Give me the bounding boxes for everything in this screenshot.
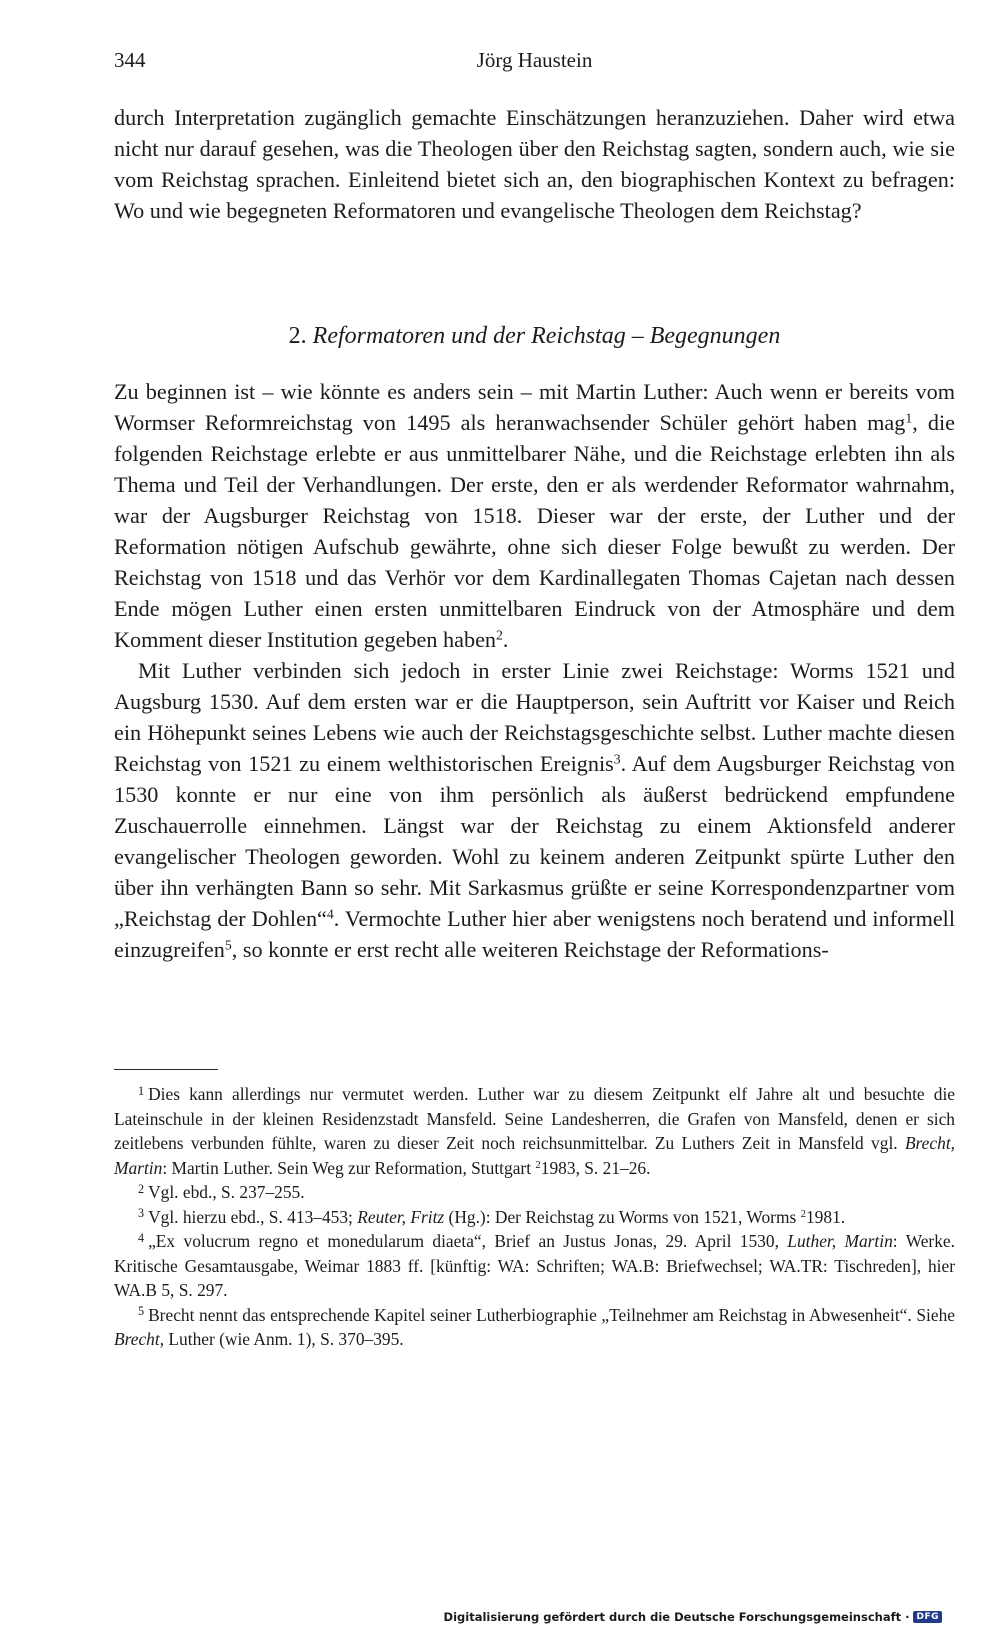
footnote-text: : Martin Luther. Sein Weg zur Reformation, Stuttgart	[162, 1157, 536, 1178]
footnote-text: Dies kann allerdings nur vermutet werden. Luther war zu diesem Zeitpunkt elf Jahre alt und besuchte die Lateinschule in der kleinen Residenzstadt Mansfeld. Seine Landesherren, die Grafen von Mansfeld, denen er sich zeitlebens verbunden fühlte, waren zu dieser Zeit noch reichsunmittelbar. Zu Luthers Zeit in Mansfeld vgl.	[114, 1084, 955, 1153]
footnote-text: (Hg.): Der Reichstag zu Worms von 1521, Worms	[444, 1206, 801, 1227]
section-heading	[114, 323, 955, 350]
footnote-ref-1[interactable]: 1	[905, 410, 913, 426]
footnote-text: 1983, S. 21–26.	[540, 1157, 651, 1178]
footnote-number: 5	[138, 1304, 145, 1319]
paragraph-1-text: .	[502, 627, 509, 652]
footnotes	[114, 1082, 955, 1352]
footnote-number: 1	[138, 1083, 145, 1098]
paragraph-1-text: Zu beginnen ist – wie könnte es anders sein – mit Martin Luther: Auch wenn er bereits vom Wormser Reformreichstag von 1495 als heranwachsender Schüler gehört haben mag	[114, 379, 955, 435]
footnote-author: Reuter, Fritz	[357, 1206, 445, 1227]
footnote-text: , Luther (wie Anm. 1), S. 370–395.	[159, 1329, 404, 1349]
main-text-block	[114, 376, 955, 965]
paragraph-1	[114, 376, 955, 655]
paragraph-2	[114, 655, 955, 965]
footnote-author: Brecht	[114, 1329, 160, 1349]
paragraph-1-text: , die folgenden Reichstage erlebte er aus unmittelbarer Nähe, und die Reichstage erlebten ihn als Thema und Teil der Verhandlungen. Der erste, den er als werdender Reformator wahrnahm, war der Augsburger Reichstag von 1518. Dieser war der erste, der Luther und der Reformation nötigen Aufschub gewährte, ohne sich dieser Folge bewußt zu werden. Der Reichstag von 1518 und das Verhör vor dem Kardinallegaten Thomas Cajetan nach dessen Ende mögen Luther einen ersten unmittelbaren Eindruck von der Atmosphäre und dem Komment dieser Institution gegeben haben	[114, 410, 955, 652]
footnote-ref-5[interactable]: 5	[224, 937, 232, 953]
page-header	[114, 48, 955, 78]
section-title: Reformatoren und der Reichstag – Begegnungen	[312, 323, 781, 349]
footnote-text: „Ex volucrum regno et monedularum diaeta“, Brief an Justus Jonas, 29. April 1530,	[148, 1231, 788, 1251]
paragraph-2-text: . Auf dem Augsburger Reichstag von 1530 konnte er nur eine von ihm persönlich als äußerst bedrückend empfundene Zuschauerrolle einnehmen. Längst war der Reichstag zu einem Aktionsfeld anderer evangelischer Theologen geworden. Wohl zu keinem anderen Zeitpunkt spürte Luther den über ihn verhängten Bann so sehr. Mit Sarkasmus grüßte er seine Korrespondenzpartner vom „Reichstag der Dohlen“	[114, 751, 955, 931]
footnote-author: Luther, Martin	[787, 1231, 893, 1251]
paragraph-2-text: . Vermochte Luther hier aber wenigstens noch beratend und informell einzugreifen	[114, 906, 955, 962]
footnote-3	[114, 1205, 955, 1230]
footnote-ref-3[interactable]: 3	[613, 751, 621, 767]
paragraph-2-text: Mit Luther verbinden sich jedoch in erster Linie zwei Reichstage: Worms 1521 und Augsburg 1530. Auf dem ersten war er die Hauptperson, sein Auftritt vor Kaiser und Reich ein Höhepunkt seines Lebens wie auch der Reichstagsgeschichte selbst. Luther machte diesen Reichstag von 1521 zu einem welthistorischen Ereignis	[114, 658, 955, 776]
footnote-5	[114, 1303, 955, 1352]
footnote-text: Vgl. hierzu ebd., S. 413–453;	[148, 1206, 358, 1227]
page-number: 344	[114, 48, 146, 72]
footnote-divider	[114, 1069, 218, 1070]
footnote-text: : Werke. Kritische Gesamtausgabe, Weimar 1883 ff. [künftig: WA: Schriften; WA.B: Briefwechsel; WA.TR: Tischreden], hier WA.B 5, S. 297.	[114, 1231, 955, 1300]
footnote-number: 2	[138, 1181, 145, 1196]
footnote-text: Vgl. ebd., S. 237–255.	[148, 1182, 305, 1202]
footnote-author: Brecht, Martin	[114, 1133, 955, 1178]
footnote-number: 4	[138, 1230, 145, 1245]
footnote-2	[114, 1180, 955, 1205]
paragraph-2-text: , so konnte er erst recht alle weiteren Reichstage der Reformations-	[231, 937, 829, 962]
edition-number: 2	[800, 1207, 806, 1220]
intro-paragraph: durch Interpretation zugänglich gemachte Einschätzungen heranzuziehen. Daher wird etwa nicht nur darauf gesehen, was die Theologen über den Reichstag sagten, sondern auch, wie sie vom Reichstag sprachen. Einleitend bietet sich an, den biographischen Kontext zu befragen: Wo und wie begegneten Reformatoren und evangelische Theologen dem Reichstag?	[114, 105, 955, 223]
footnote-1	[114, 1082, 955, 1180]
edition-number: 2	[535, 1158, 541, 1171]
running-head: Jörg Haustein	[476, 48, 593, 72]
intro-text-block	[114, 102, 955, 226]
footnote-number: 3	[138, 1206, 145, 1221]
section-number: 2.	[288, 323, 307, 349]
digitization-credit	[444, 1610, 942, 1624]
digitization-text: Digitalisierung gefördert durch die Deutsche Forschungsgemeinschaft ·	[443, 1610, 910, 1624]
footnote-ref-2[interactable]: 2	[496, 627, 503, 643]
footnote-ref-4[interactable]: 4	[326, 906, 334, 922]
footnote-text: 1981.	[805, 1206, 846, 1227]
footnote-4	[114, 1229, 955, 1303]
dfg-logo-icon: DFG	[913, 1611, 942, 1623]
footnote-text: Brecht nennt das entsprechende Kapitel seiner Lutherbiographie „Teilnehmer am Reichstag in Abwesenheit“. Siehe	[148, 1304, 955, 1325]
